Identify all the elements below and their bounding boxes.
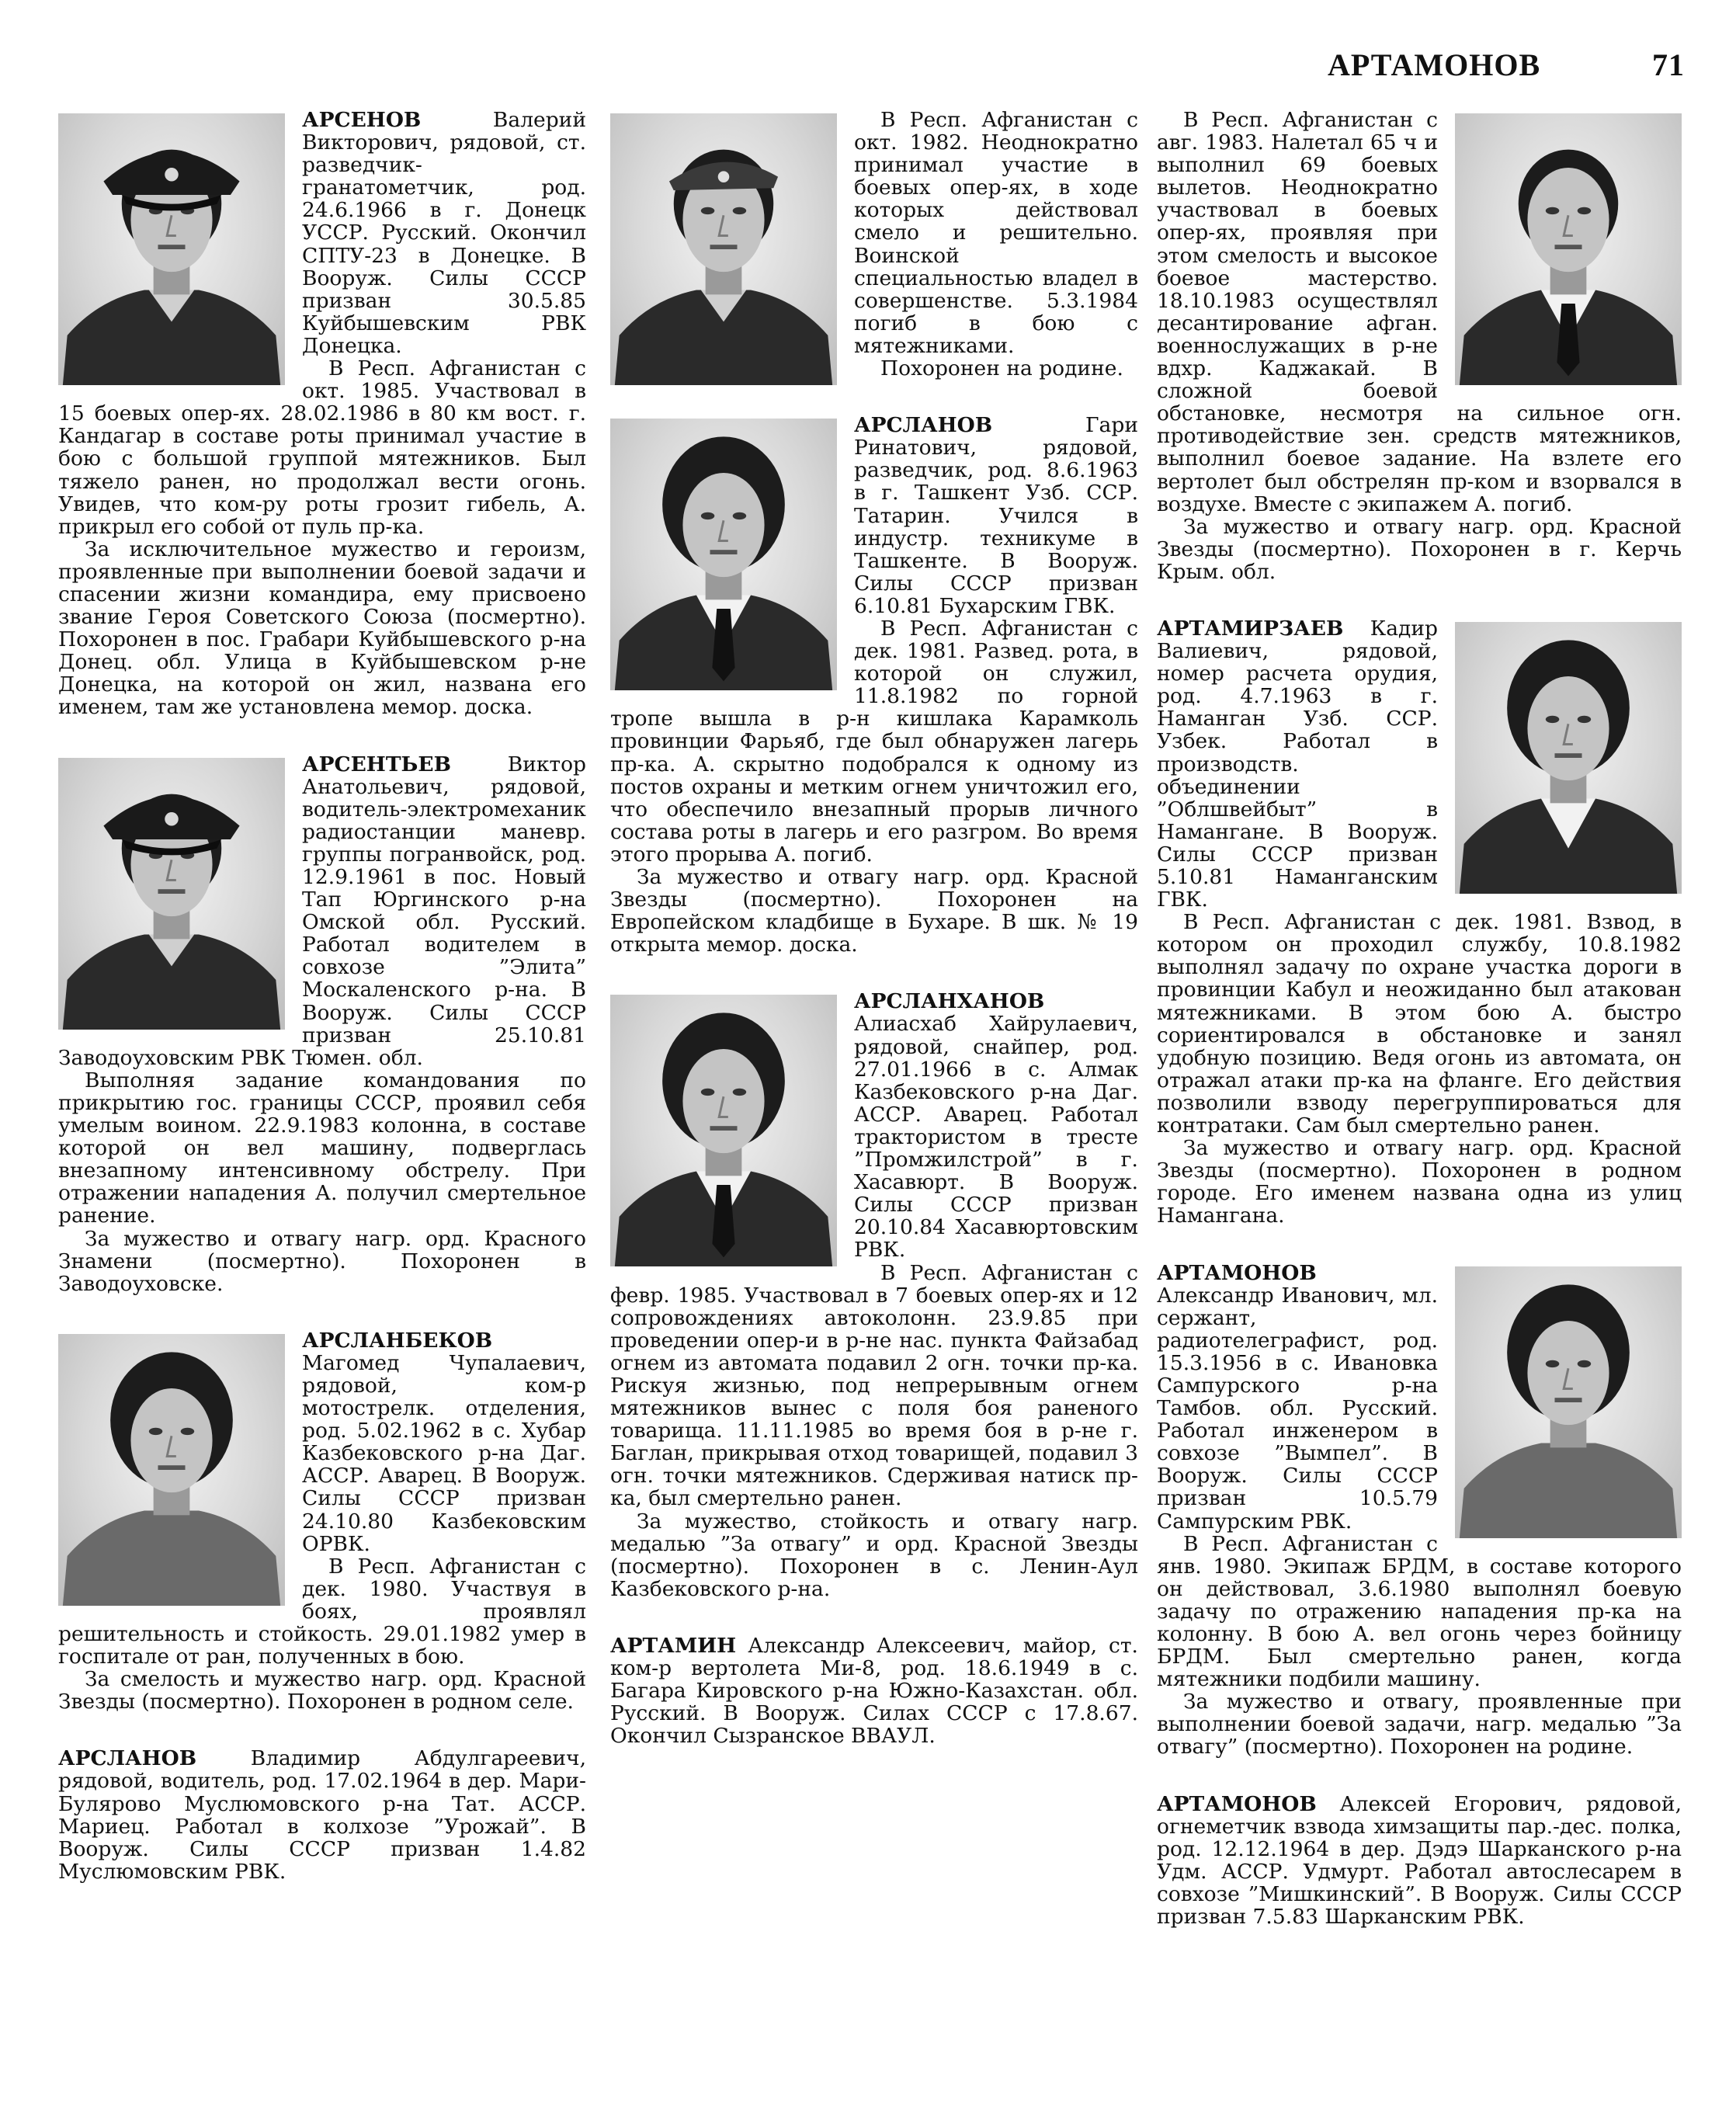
entry-surname: АРТАМОНОВ: [1157, 1791, 1317, 1816]
entry-given-name: Гари Ринатович: [854, 413, 1138, 460]
page-header: [1328, 47, 1685, 87]
entry-paragraph: За мужество и отвагу нагр. орд. Красной Звезды (посмертно). Похоронен в родном городе. Его именем названа одна из улиц Намангана.: [1157, 1136, 1682, 1228]
entry-surname: АРСЕНТЬЕВ: [302, 752, 452, 776]
running-head: АРТАМОНОВ: [1328, 47, 1541, 82]
entry-surname: АРСЛАНОВ: [58, 1746, 197, 1771]
entry-paragraph: В Респ. Афганистан с янв. 1980. Экипаж БРДМ, в составе которого он действовал, 3.6.1980 выполнял боевую задачу по отражению нападения пр-ка на колонну. В бою А. вел огонь через бойницу БРДМ. Был смертельно ранен, когда мятежники подбили машину.: [1157, 1531, 1682, 1692]
entry-surname: АРСЛАНБЕКОВ: [302, 1328, 493, 1353]
portrait-photo: [1455, 622, 1682, 894]
entry-paragraph: Выполняя задание командования по прикрытию гос. границы СССР, проявил себя умелым воином. 22.9.1983 колонна, в составе которой он вел машину, подверглась внезапному интенсивному обстрелу. При отражении нападения А. получил смертельное ранение.: [58, 1068, 586, 1228]
entry-artamonov-aleksey: [1157, 1793, 1682, 1929]
entry-surname: АРСЛАНХАНОВ: [854, 989, 1045, 1014]
entry-header: [610, 1634, 1138, 1747]
entry-paragraph: За мужество и отвагу нагр. орд. Красной Звезды (посмертно). Похоронен в г. Керчь Крым. обл.: [1157, 514, 1682, 584]
entry-intro: , рядовой, разведчик, род. 8.6.1963 в г. Ташкент Узб. ССР. Татарин. Учился в индустр. техникуме в Ташкенте. В Вооруж. Силы СССР призван 6.10.81 Бухарским ГВК.: [854, 436, 1138, 618]
entry-artamirzaev-kadir: [1157, 617, 1682, 1228]
column-1: [58, 109, 586, 1917]
entry-paragraph: В Респ. Афганистан с окт. 1982. Неоднократно принимал участие в боевых опер-ях, в ходе которых действовал смело и решительно. Воинской специальностью владел в совершенстве. 5.3.1984 погиб в бою с мятежниками.: [854, 108, 1138, 358]
entry-header: [58, 1747, 586, 1883]
entry-intro: , рядовой, водитель-электромеханик радиостанции маневр. группы погранвойск, род. 12.9.1961 в пос. Новый Тап Юргинского р-на Омской обл. Русский. Работал водителем в совхозе ”Элита” Москаленского р-на. В Вооруж. Силы СССР призван 25.10.81 Заводоуховским РВК Тюмен. обл.: [58, 774, 586, 1070]
entry-paragraph: В Респ. Афганистан с окт. 1985. Участвовал в 15 боевых опер-ях. 28.02.1986 в 80 км вост. г. Кандагар в составе роты принимал участие в бою с большой группой мятежников. Был тяжело ранен, но продолжал вести огонь. Увидев, что ком-ру роты грозит гибель, А. прикрыл его собой от пуль пр-ка.: [58, 356, 586, 539]
entry-paragraph: За мужество, стойкость и отвагу нагр. медалью ”За отвагу” и орд. Красной Звезды (посмертно). Похоронен в с. Ленин-Аул Казбековского р-на.: [610, 1509, 1138, 1601]
entry-paragraph: В Респ. Афганистан с дек. 1981. Взвод, в котором он проходил службу, 10.8.1982 выполнял задачу по охране участка дороги в провинции Кабул и неожиданно был атакован мятежниками. В этом бою А. быстро сориентировался в обстановке и занял удобную позицию. Ведя огонь из автомата, он отражал атаки пр-ка на фланге. Его действия позволили взводу перегруппироваться для контратаки. Сам был смертельно ранен.: [1157, 910, 1682, 1138]
entry-given-name: Кадир Валиевич: [1157, 616, 1438, 664]
page-number: 71: [1652, 47, 1685, 82]
entry-paragraph: За мужество и отвагу нагр. орд. Красной Звезды (посмертно). Похоронен на Европейском кладбище в Бухаре. В шк. № 19 открыта мемор. доска.: [610, 865, 1138, 957]
entry-intro: , рядовой, номер расчета орудия, род. 4.7.1963 в г. Наманган Узб. ССР. Узбек. Работал в производств. объединении ”Облшвейбыт” в Намангане. В Вооруж. Силы СССР призван 5.10.81 Наманганским ГВК.: [1157, 639, 1438, 912]
entry-intro: , майор, ст. ком-р вертолета Ми-8, род. 18.6.1949 в с. Багара Кировского р-на Южно-Казахстан. обл. Русский. В Вооруж. Силах СССР с 17.8.67. Окончил Сызранское ВВАУЛ.: [610, 1633, 1138, 1749]
portrait-photo: [1455, 1266, 1682, 1538]
entry-paragraph: За мужество и отвагу, проявленные при выполнении боевой задачи, нагр. медалью ”За отвагу” (посмертно). Похоронен на родине.: [1157, 1690, 1682, 1759]
entry-given-name: Александр Алексеевич: [748, 1633, 1005, 1658]
entry-header: [1157, 1793, 1682, 1929]
entry-paragraph: В Респ. Афганистан с дек. 1981. Развед. рота, в которой он служил, 11.8.1982 по горной тропе вышла в р-н кишлака Карамколь провинции Фарьяб, где был обнаружен лагерь пр-ка. А. скрытно подобрался к одному из постов охраны и метким огнем уничтожил его, что обеспечило внезапный прорыв личного состава роты в лагерь и его разгром. Во время этого прорыва А. погиб.: [610, 616, 1138, 867]
portrait-photo: [610, 419, 837, 690]
entry-paragraph: За мужество и отвагу нагр. орд. Красного Знамени (посмертно). Похоронен в Заводоуховске.: [58, 1226, 586, 1296]
portrait-photo: [58, 113, 285, 385]
entry-artamonov-aleksandr: [1157, 1262, 1682, 1759]
entry-arsenov-valery: [58, 109, 586, 719]
entry-intro: , рядовой, ст. разведчик-гранатометчик, род. 24.6.1966 в г. Донецк УССР. Русский. Окончил СПТУ-23 в Донецке. В Вооруж. Силы СССР призван 30.5.85 Куйбышевским РВК Донецка.: [302, 130, 586, 358]
entry-intro: , мл. сержант, радиотелеграфист, род. 15.3.1956 в с. Ивановка Сампурского р-на Тамбов. обл. Русский. Работал инженером в совхозе ”Вымпел”. В Вооруж. Силы СССР призван 10.5.79 Сампурским РВК.: [1157, 1283, 1439, 1534]
portrait-photo: [1455, 113, 1682, 385]
entry-given-name: Александр Иванович: [1157, 1283, 1388, 1308]
entry-arsentyev-viktor: [58, 753, 586, 1295]
entry-given-name: Виктор Анатольевич: [302, 752, 586, 799]
entry-arslanbekov-magomed: [58, 1329, 586, 1714]
entry-arslanov-vladimir: [58, 1747, 586, 1883]
entry-intro: , рядовой, снайпер, род. 27.01.1966 в с. Алмак Казбековского р-на Даг. АССР. Аварец. Работал трактористом в тресте ”Промжилстрой” в г. Хасавюрт. В Вооруж. Силы СССР призван 20.10.84 Хасавюртовским РВК.: [854, 1012, 1138, 1263]
entry-intro: , рядовой, ком-р мотострелк. отделения, род. 5.02.1962 в с. Хубар Казбековского р-на Даг. АССР. Аварец. В Вооруж. Силы СССР призван 24.10.80 Казбековским ОРВК.: [302, 1350, 586, 1556]
entry-paragraph: За исключительное мужество и героизм, проявленные при выполнении боевой задачи и спасении жизни командира, ему присвоено звание Героя Советского Союза (посмертно). Похоронен в пос. Грабари Куйбышевского р-на Донец. обл. Улица в Куйбышевском р-не Донецка, на которой он жил, названа его именем, там же установлена мемор. доска.: [58, 537, 586, 720]
entry-given-name: Магомед Чупалаевич: [302, 1350, 580, 1375]
entry-surname: АРТАМОНОВ: [1157, 1260, 1317, 1285]
entry-given-name: Алексей Егорович: [1339, 1791, 1557, 1816]
entry-given-name: Владимир Абдулгареевич: [250, 1746, 580, 1771]
entry-paragraph: В Респ. Афганистан с авг. 1983. Налетал 65 ч и выполнил 69 боевых вылетов. Неоднократно участвовал в боевых опер-ях, проявляя при этом смелость и высокое боевое мастерство. 18.10.1983 осуществлял десантирование афган. военнослужащих в р-не вдхр. Каджакай. В сложной боевой обстановке, несмотря на сильное огн. противодействие зен. средств мятежников, выполнил боевое задание. На взлете его вертолет был обстрелян пр-ком и взорвался в воздухе. Вместе с экипажем А. погиб.: [1157, 108, 1682, 516]
entry-intro: , рядовой, огнеметчик взвода химзащиты пар.-дес. полка, род. 12.12.1964 в дер. Дэдэ Шарканского р-на Удм. АССР. Удмурт. Работал автослесарем в совхозе ”Мишкинский”. В Вооруж. Силы СССР призван 7.5.83 Шарканским РВК.: [1157, 1791, 1682, 1930]
entry-paragraph: Похоронен на родине.: [880, 356, 1123, 381]
entry-paragraph: В Респ. Афганистан с дек. 1980. Участвуя в боях, проявлял решительность и стойкость. 29.01.1982 умер в госпитале от ран, полученных в бою.: [58, 1554, 586, 1669]
column-2: [610, 109, 1138, 1781]
entry-surname: АРТАМИН: [610, 1633, 737, 1658]
column-3: [1157, 109, 1682, 1962]
entry-paragraph: За смелость и мужество нагр. орд. Красной Звезды (посмертно). Похоронен в родном селе.: [58, 1667, 586, 1714]
entry-paragraph: В Респ. Афганистан с февр. 1985. Участвовал в 7 боевых опер-ях и 12 сопровождениях автоколонн. 23.9.85 при проведении опер-и в р-не нас. пункта Файзабад огнем из автомата подавил 2 огн. точки пр-ка. Рискуя жизнью, под непрерывным огнем мятежников вынес с поля боя раненого товарища. 11.11.1985 во время боя в р-не г. Баглан, прикрывая отход товарищей, подавил 3 огн. точки мятежников. Сдерживая натиск пр-ка, был смертельно ранен.: [610, 1260, 1138, 1511]
entry-arslanov-vladimir-cont: [610, 109, 1138, 380]
entry-arslanov-gari: [610, 414, 1138, 956]
portrait-photo: [58, 758, 285, 1030]
portrait-photo: [610, 995, 837, 1266]
entry-surname: АРСЕНОВ: [302, 108, 422, 132]
entry-artamin-aleksandr: [610, 1634, 1138, 1747]
entry-surname: АРСЛАНОВ: [854, 413, 993, 438]
portrait-photo: [58, 1334, 285, 1606]
entry-given-name: Алиасхаб Хайрулаевич: [854, 1012, 1132, 1037]
entry-surname: АРТАМИРЗАЕВ: [1157, 616, 1344, 641]
entry-arslankhanov-aliaskhab: [610, 990, 1138, 1600]
entry-artamin-aleksandr-cont: [1157, 109, 1682, 583]
portrait-photo: [610, 113, 837, 385]
entry-intro: , рядовой, водитель, род. 17.02.1964 в дер. Мари-Булярово Муслюмовского р-на Тат. АССР. Мариец. Работал в колхозе ”Урожай”. В Вооруж. Силы СССР призван 1.4.82 Муслюмовским РВК.: [58, 1746, 586, 1884]
entry-given-name: Валерий Викторович: [302, 108, 586, 155]
